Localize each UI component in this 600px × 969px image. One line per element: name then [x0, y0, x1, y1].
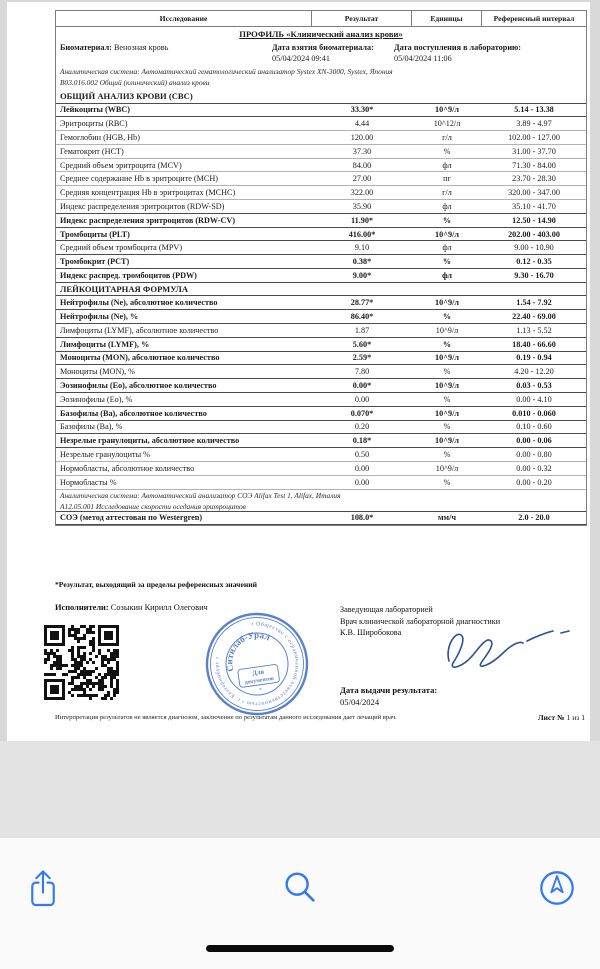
stamp-line2: документов	[244, 675, 275, 686]
table-row	[56, 365, 586, 379]
result-cell: 2.59*	[352, 353, 372, 363]
issue-date-value: 05/04/2024	[340, 697, 380, 707]
result-cell: 86.40*	[350, 312, 374, 322]
test-name-cell: Средний объем тромбоцита (MPV)	[60, 243, 183, 253]
result-cell: 0.00	[354, 477, 370, 487]
analyzer-note-2: B03.016.002 Общий (клинический) анализ крови	[60, 77, 210, 87]
result-cell: 0.00	[354, 394, 370, 404]
result-cell: 0.20	[354, 422, 370, 432]
result-cell: 11.90*	[350, 215, 374, 225]
test-name-cell: Лимфоциты (LYMF), %	[60, 339, 150, 349]
result-cell: 322.00	[350, 188, 374, 198]
table-row	[56, 227, 586, 242]
results-table	[55, 10, 587, 526]
column-header-test: Исследование	[56, 11, 312, 26]
table-section-header: ЛЕЙКОЦИТАРНАЯ ФОРМУЛА	[56, 283, 586, 297]
ref-cell: 71.30 - 84.00	[512, 160, 556, 170]
collection-date	[272, 42, 394, 64]
ref-cell: 1.54 - 7.92	[516, 298, 552, 308]
test-name-cell: Лейкоциты (WBC)	[60, 105, 131, 115]
issue-date-block	[340, 684, 437, 708]
ref-cell: 0.00 - 0.32	[516, 463, 552, 473]
units-cell: фл	[441, 270, 453, 280]
ref-cell: 35.10 - 41.70	[512, 201, 556, 211]
test-name-cell: Базофилы (Ba), %	[60, 422, 123, 432]
result-cell: 27.00	[352, 174, 372, 184]
table-header-row	[56, 11, 586, 27]
analyzer-note-1: Аналитическая система: Автоматический гематологический анализатор Systex XN-3000, Systex, Япония	[60, 67, 393, 76]
result-cell: 1.87	[354, 325, 370, 335]
test-name-cell: Средний объем эритроцита (MCV)	[60, 160, 182, 170]
table-row	[56, 421, 586, 435]
ref-cell: 22.40 - 69.00	[512, 312, 556, 322]
table-row	[56, 213, 586, 228]
qr-code	[44, 625, 119, 705]
ref-cell: 12.50 - 14.90	[512, 215, 556, 225]
executors-value: Созыкин Кирилл Олегович	[108, 603, 208, 612]
units-cell: 10^12/л	[433, 119, 461, 129]
test-name-cell: Базофилы (Ba), абсолютное количество	[60, 408, 207, 418]
units-cell: %	[443, 450, 451, 460]
test-name-cell: Индекс распред. тромбоцитов (PDW)	[60, 270, 197, 280]
units-cell: 10^9/л	[435, 436, 459, 446]
table-row	[56, 295, 586, 310]
test-name-cell: Тромбоциты (PLT)	[60, 229, 130, 239]
share-button[interactable]	[21, 866, 65, 910]
ref-cell: 9.00 - 10.90	[514, 243, 554, 253]
result-cell: 33.30*	[350, 105, 374, 115]
table-section-header: ОБЩИЙ АНАЛИЗ КРОВИ (CBC)	[56, 90, 586, 104]
column-header-result: Результат	[312, 11, 412, 26]
units-cell: %	[443, 367, 451, 377]
table-row	[56, 254, 586, 269]
ref-cell: 0.12 - 0.35	[516, 257, 552, 267]
units-cell: фл	[442, 243, 452, 253]
ref-cell: 320.00 - 347.00	[508, 188, 560, 198]
table-row	[56, 393, 586, 407]
test-name-cell: Тромбокрит (PCT)	[60, 257, 130, 267]
test-name-cell: Нейтрофилы (Ne), абсолютное количество	[60, 298, 218, 308]
units-cell: 10^9/л	[435, 353, 459, 363]
units-cell: %	[442, 215, 452, 225]
result-cell: 7.80	[354, 367, 370, 377]
table-row	[56, 172, 586, 186]
result-cell: 0.00*	[352, 381, 372, 391]
units-cell: %	[442, 312, 452, 322]
units-cell: %	[442, 339, 452, 349]
result-cell: 0.070*	[350, 408, 374, 418]
table-row	[56, 378, 586, 393]
bottom-toolbar	[0, 838, 600, 969]
share-icon	[26, 868, 60, 908]
result-cell: 0.00	[354, 463, 370, 473]
disclaimer-text: Интерпретация результатов не является диагнозом, заключение по результатам данного исследования дает лечащий врач.	[55, 714, 397, 721]
page-background-gap	[0, 741, 600, 839]
ref-cell: 18.40 - 66.60	[512, 339, 556, 349]
lab-doctor-title: Врач клинической лабораторной диагностики	[340, 616, 501, 626]
out-of-range-footnote: *Результат, выходящий за пределы референсных значений	[55, 580, 257, 589]
ref-cell: 31.00 - 37.70	[512, 146, 556, 156]
table-row	[56, 324, 586, 338]
units-cell: фл	[442, 201, 452, 211]
table-row	[56, 159, 586, 173]
units-cell: мм/ч	[437, 513, 457, 523]
units-cell: 10^9/л	[435, 381, 459, 391]
issue-date-label: Дата выдачи результата:	[340, 685, 438, 695]
table-row	[56, 145, 586, 159]
ref-cell: 0.010 - 0.060	[512, 408, 556, 418]
stamp-ring-text: • Общество с ограниченной ответственностью • г. Екатеринбург •	[214, 621, 300, 707]
ref-cell: 5.14 - 13.38	[514, 105, 554, 115]
table-row	[56, 462, 586, 476]
table-row	[56, 117, 586, 131]
result-cell: 0.18*	[352, 436, 372, 446]
result-cell: 5.60*	[352, 339, 372, 349]
markup-button[interactable]	[535, 866, 579, 910]
markup-icon	[538, 869, 576, 907]
result-cell: 28.77*	[350, 298, 374, 308]
column-header-ref: Референсный интервал	[493, 14, 575, 23]
ref-cell: 1.13 - 5.52	[516, 325, 552, 335]
ref-cell: 0.10 - 0.60	[516, 422, 552, 432]
table-row	[56, 131, 586, 145]
lab-director-title: Заведующая лабораторией	[340, 605, 433, 614]
ref-cell: 102.00 - 127.00	[508, 132, 560, 142]
test-name-cell: Индекс распределения эритроцитов (RDW-SD)	[60, 201, 225, 211]
result-cell: 0.50	[354, 450, 370, 460]
result-cell: 9.00*	[352, 270, 372, 280]
table-row	[56, 433, 586, 448]
analyzer-notes	[56, 66, 586, 90]
units-cell: %	[443, 477, 451, 487]
table-note: Аналитическая система: Автоматический анализатор СОЭ Alifax Test 1, Alifax, Италия	[60, 490, 341, 500]
units-cell: г/л	[442, 132, 452, 142]
search-button[interactable]	[278, 866, 322, 910]
test-name-cell: Среднее содержание Hb в эритроците (MCH)	[60, 174, 219, 184]
test-name-cell: Моноциты (MON), %	[60, 367, 136, 377]
result-cell: 416.00*	[348, 229, 376, 239]
test-name-cell: Незрелые гранулоциты %	[60, 450, 150, 460]
test-name-cell: Гемоглобин (HGB, Hb)	[60, 132, 140, 142]
ref-cell: 0.00 - 4.10	[516, 394, 552, 404]
units-cell: 10^9/л	[435, 463, 459, 473]
table-row	[56, 351, 586, 366]
units-cell: пг	[443, 174, 451, 184]
result-cell: 9.10	[354, 243, 370, 253]
result-cell: 4.44	[354, 119, 370, 129]
test-name-cell: Средняя концентрация Hb в эритроцитах (MCHC)	[60, 188, 236, 198]
profile-title: ПРОФИЛЬ «Клинический анализ крови»	[239, 29, 403, 39]
executors-label: Исполнители:	[55, 603, 109, 612]
ref-cell: 4.20 - 12.20	[514, 367, 554, 377]
result-cell: 120.00	[350, 132, 374, 142]
test-name-cell: Нейтрофилы (Ne), %	[60, 312, 139, 322]
units-cell: %	[443, 394, 451, 404]
sheet-value: 1 из 1	[564, 713, 585, 722]
lab-stamp	[196, 603, 318, 725]
biomaterial-value-text: Венозная кровь	[113, 43, 169, 52]
ref-cell: 0.19 - 0.94	[516, 353, 552, 363]
table-row	[56, 337, 586, 352]
biomaterial-label: Биоматериал:	[60, 43, 112, 52]
ref-cell: 0.00 - 0.20	[516, 477, 552, 487]
result-cell: 37.30	[352, 146, 372, 156]
received-date-label: Дата поступления в лабораторию:	[394, 43, 522, 52]
test-name-cell: Нормобласты %	[60, 477, 117, 487]
test-name-cell: Индекс распределения эритроцитов (RDW-CV)	[60, 215, 236, 225]
document-page	[7, 2, 590, 741]
test-name-cell: Эритроциты (RBC)	[60, 119, 128, 129]
executors-block	[55, 602, 227, 614]
test-name-cell: Моноциты (MON), абсолютное количество	[60, 353, 220, 363]
collection-date-value: 05/04/2024 09:41	[272, 54, 330, 63]
test-name-cell: Лимфоциты (LYMF), абсолютное количество	[60, 325, 219, 335]
table-row	[56, 241, 586, 255]
search-icon	[281, 869, 319, 907]
table-row	[56, 309, 586, 324]
units-cell: г/л	[442, 188, 452, 198]
collection-date-label: Дата взятия биоматериала:	[272, 43, 374, 52]
result-cell: 0.38*	[352, 257, 372, 267]
test-name-cell: Эозинофилы (Eo), абсолютное количество	[60, 381, 217, 391]
units-cell: %	[443, 146, 451, 156]
stamp-title: Ситилаб-Урал	[224, 629, 272, 673]
home-indicator[interactable]	[206, 945, 394, 952]
received-date-value: 05/04/2024 11:06	[394, 54, 452, 63]
units-cell: фл	[442, 160, 452, 170]
sheet-label: Лист №	[537, 713, 565, 722]
table-row	[56, 103, 586, 118]
units-cell: %	[443, 422, 451, 432]
table-row	[56, 448, 586, 462]
ref-cell: 3.89 - 4.97	[516, 119, 552, 129]
ref-cell: 23.70 - 28.30	[512, 174, 556, 184]
table-row	[56, 268, 586, 283]
column-header-units: Единицы	[412, 11, 482, 26]
table-row	[56, 406, 586, 421]
result-cell: 35.90	[352, 201, 372, 211]
table-rows	[56, 90, 586, 525]
table-row	[56, 476, 586, 490]
table-note: А12.05.001 Исследование скорости оседания эритроцитов	[60, 501, 246, 511]
lab-doctor-name: К.В. Широбокова	[340, 628, 402, 637]
units-cell: 10^9/л	[435, 229, 459, 239]
table-row	[56, 200, 586, 214]
test-name-cell: Эозинофилы (Eo), %	[60, 394, 133, 404]
test-name-cell: Гематокрит (HCT)	[60, 146, 124, 156]
ref-cell: 202.00 - 403.00	[508, 229, 560, 239]
test-name-cell: Незрелые гранулоциты, абсолютное количество	[60, 436, 240, 446]
metadata-row	[56, 41, 586, 66]
result-cell: 108.0*	[350, 513, 374, 523]
units-cell: 10^9/л	[435, 325, 459, 335]
ref-cell: 0.00 - 0.06	[516, 436, 552, 446]
table-row	[56, 186, 586, 200]
test-name-cell: СОЭ (метод аттестован по Westergren)	[60, 513, 203, 523]
units-cell: %	[442, 257, 452, 267]
sheet-number	[505, 713, 585, 722]
stamp-line1: Для	[251, 668, 265, 678]
ref-cell: 9.30 - 16.70	[514, 270, 554, 280]
ref-cell: 0.00 - 0.80	[516, 450, 552, 460]
svg-text:*: *	[258, 687, 263, 694]
units-cell: 10^9/л	[435, 408, 459, 418]
received-date	[394, 42, 586, 64]
table-row	[56, 511, 586, 526]
biomaterial	[60, 42, 272, 64]
ref-cell: 0.03 - 0.53	[516, 381, 552, 391]
test-name-cell: Нормобласты, абсолютное количество	[60, 463, 195, 473]
units-cell: 10^9/л	[435, 298, 459, 308]
result-cell: 84.00	[352, 160, 372, 170]
units-cell: 10^9/л	[435, 105, 459, 115]
doctor-signature	[427, 617, 577, 679]
ref-cell: 2.0 - 20.0	[518, 513, 550, 523]
